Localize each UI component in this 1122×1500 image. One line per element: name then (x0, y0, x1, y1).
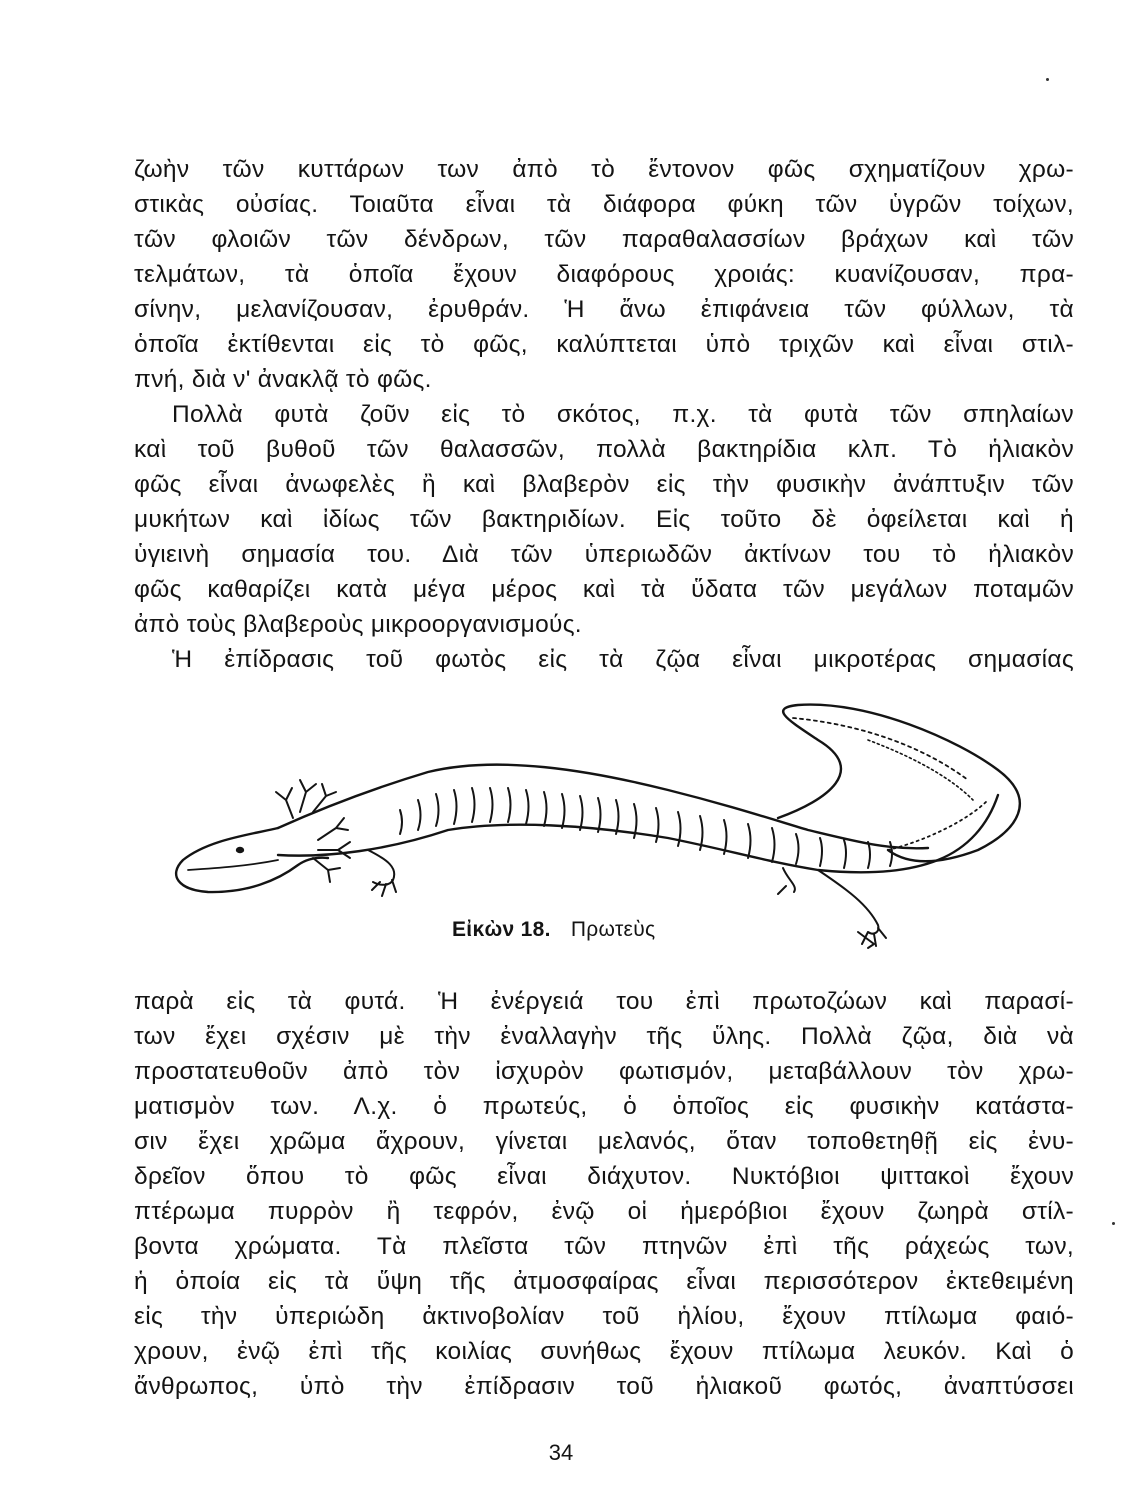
text-line: ἀπὸ τοὺς βλαβεροὺς μικροοργανισμούς. (134, 611, 582, 638)
text-line: μυκήτων καὶ ἰδίως τῶν βακτηριδίων. Εἰς τοῦτο δὲ ὀφείλεται καὶ ἡ (134, 506, 1074, 533)
eye (237, 848, 243, 852)
mouth-line (188, 860, 278, 870)
paragraph (134, 152, 1074, 397)
text-line: παρὰ εἰς τὰ φυτά. Ἡ ἐνέργειά του ἐπὶ πρωτοζώων καὶ παρασί- (134, 988, 1074, 1015)
text-line: στικὰς οὐσίας. Τοιαῦτα εἶναι τὰ διάφορα φύκη τῶν ὑγρῶν τοίχων, (134, 191, 1074, 218)
text-line: σιν ἔχει χρῶμα ἄχρουν, γίνεται μελανός, ὅταν τοποθετηθῇ εἰς ἐνυ- (134, 1128, 1074, 1155)
scan-speck (1046, 78, 1049, 81)
text-line: των ἔχει σχέσιν μὲ τὴν ἐναλλαγὴν τῆς ὕλης. Πολλὰ ζῷα, διὰ νὰ (134, 1023, 1074, 1050)
paragraph (134, 642, 1074, 677)
hind-leg (818, 870, 886, 946)
gill-lower (313, 818, 350, 882)
text-line: πτέρωμα πυρρὸν ἢ τεφρόν, ἐνῷ οἱ ἡμερόβιοι ἔχουν ζωηρὰ στίλ- (134, 1198, 1074, 1225)
front-leg (368, 850, 396, 896)
text-line: ὁποῖα ἐκτίθενται εἰς τὸ φῶς, καλύπτεται ὑπὸ τριχῶν καὶ εἶναι στιλ- (134, 331, 1074, 358)
text-line: εἰς τὴν ὑπεριώδη ἀκτινοβολίαν τοῦ ἡλίου, ἔχουν πτίλωμα φαιό- (134, 1303, 1074, 1330)
text-line: ματισμὸν των. Λ.χ. ὁ πρωτεύς, ὁ ὁποῖος εἰς φυσικὴν κατάστα- (134, 1093, 1074, 1120)
paragraph (134, 397, 1074, 642)
text-line: χρουν, ἐνῷ ἐπὶ τῆς κοιλίας συνήθως ἔχουν πτίλωμα λευκόν. Καὶ ὁ (134, 1338, 1074, 1365)
text-line: Πολλὰ φυτὰ ζοῦν εἰς τὸ σκότος, π.χ. τὰ φυτὰ τῶν σπηλαίων (172, 401, 1074, 428)
paragraph (134, 984, 1074, 1404)
text-line: προστατευθοῦν ἀπὸ τὸν ἰσχυρὸν φωτισμόν, μεταβάλλουν τὸν χρω- (134, 1058, 1074, 1085)
tail-fin-inner-edge (793, 718, 968, 780)
tail-fin-inner-edge (868, 740, 973, 800)
figure-caption (452, 918, 655, 942)
text-line: πνή, διὰ ν' ἀνακλᾷ τὸ φῶς. (134, 366, 432, 393)
text-line: ὑγιεινὴ σημασία του. Διὰ τῶν ὑπεριωδῶν ἀκτίνων του τὸ ἡλιακὸν (134, 541, 1074, 568)
text-block-top (134, 152, 1074, 677)
page-number: 34 (548, 1440, 574, 1465)
text-line: σίνην, μελανίζουσαν, ἐρυθράν. Ἡ ἄνω ἐπιφάνεια τῶν φύλλων, τὰ (134, 296, 1074, 323)
text-line: καὶ τοῦ βυθοῦ τῶν θαλασσῶν, πολλὰ βακτηρίδια κλπ. Τὸ ἡλιακὸν (134, 436, 1074, 463)
text-block-bottom (134, 984, 1074, 1404)
text-line: τελμάτων, τὰ ὁποῖα ἔχουν διαφόρους χροιάς: κυανίζουσαν, πρα- (134, 261, 1074, 288)
text-line: βοντα χρώματα. Τὰ πλεῖστα τῶν πτηνῶν ἐπὶ τῆς ράχεώς των, (134, 1233, 1074, 1260)
text-line: ἄνθρωπος, ὑπὸ τὴν ἐπίδρασιν τοῦ ἡλιακοῦ φωτός, ἀναπτύσσει (134, 1373, 1074, 1400)
figure-label: Εἰκὼν 18. (452, 918, 551, 941)
text-line: ἡ ὁποία εἰς τὰ ὕψη τῆς ἀτμοσφαίρας εἶναι περισσότερον ἐκτεθειμένη (134, 1268, 1074, 1295)
tail-stripes (888, 800, 988, 850)
tail-fin-outline (778, 705, 1020, 862)
text-line: ζωὴν τῶν κυττάρων των ἀπὸ τὸ ἔντονον φῶς σχηματίζουν χρω- (134, 156, 1074, 183)
head-outline (176, 828, 328, 892)
text-line: δρεῖον ὅπου τὸ φῶς εἶναι διάχυτον. Νυκτόβιοι ψιττακοὶ ἔχουν (134, 1163, 1074, 1190)
figure-title: Πρωτεὺς (570, 918, 656, 941)
text-line: τῶν φλοιῶν τῶν δένδρων, τῶν παραθαλασσίων βράχων καὶ τῶν (134, 226, 1074, 253)
text-line: Ἡ ἐπίδρασις τοῦ φωτὸς εἰς τὰ ζῷα εἶναι μικροτέρας σημασίας (172, 646, 1074, 673)
scan-speck (1112, 1222, 1115, 1225)
gill-upper (276, 780, 336, 818)
body-outline-top (278, 765, 928, 849)
hind-foot (778, 868, 795, 894)
text-line: φῶς εἶναι ἀνωφελὲς ἢ καὶ βλαβερὸν εἰς τὴν φυσικὴν ἀνάπτυξιν τῶν (134, 471, 1074, 498)
text-line: φῶς καθαρίζει κατὰ μέγα μέρος καὶ τὰ ὕδατα τῶν μεγάλων ποταμῶν (134, 576, 1074, 603)
